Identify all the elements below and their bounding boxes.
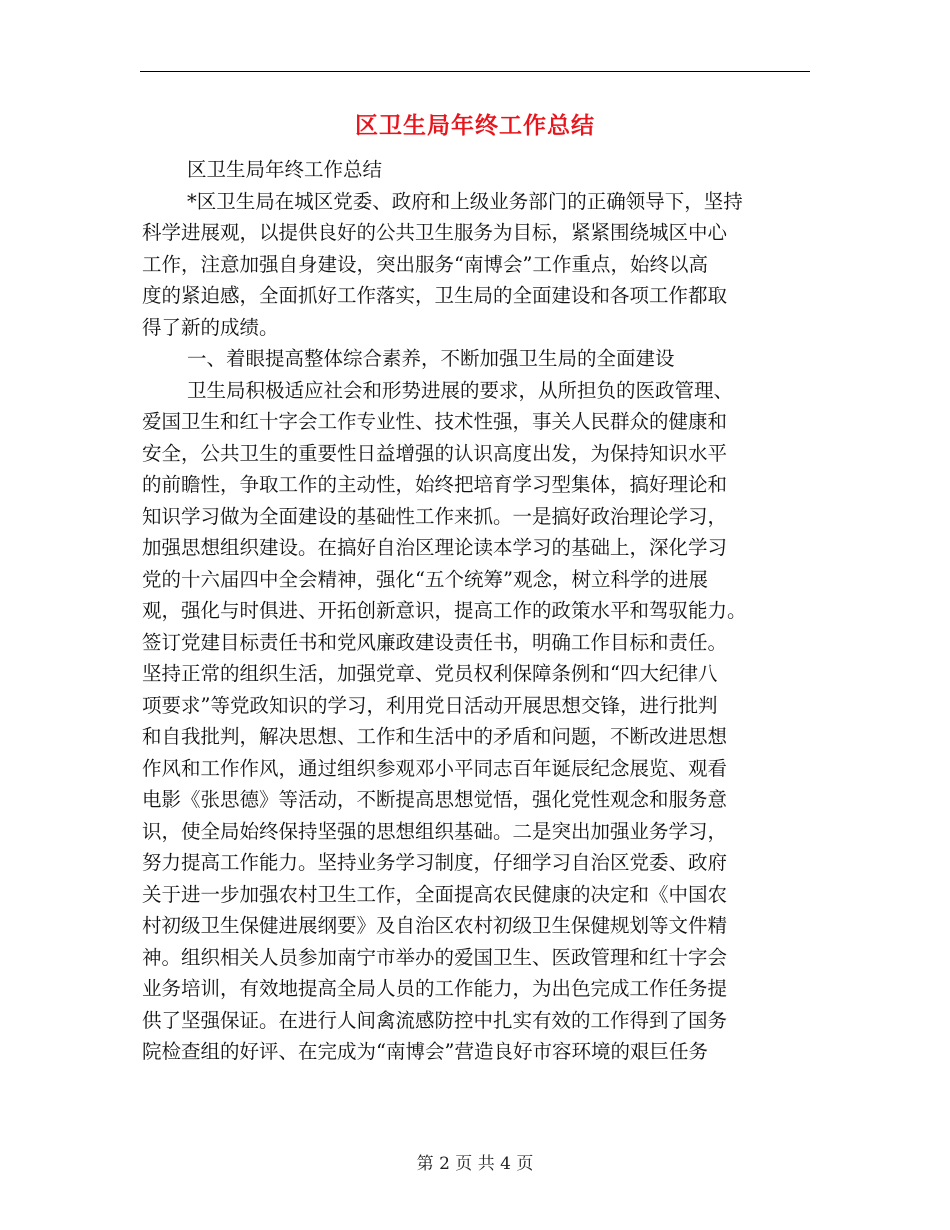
text-line: 党的十六届四中全会精神，强化“五个统筹”观念，树立科学的进展: [142, 567, 708, 591]
page-number: 第 2 页 共 4 页: [416, 1154, 534, 1174]
text-line: 签订党建目标责任书和党风廉政建设责任书，明确工作目标和责任。: [142, 630, 728, 654]
text-line: 安全，公共卫生的重要性日益增强的认识高度出发，为保持知识水平: [142, 441, 728, 465]
text-line: 一、着眼提高整体综合素养，不断加强卫生局的全面建设: [187, 347, 675, 370]
text-line: 卫生局积极适应社会和形势进展的要求，从所担负的医政管理、: [187, 378, 734, 402]
text-line: 关于进一步加强农村卫生工作，全面提高农民健康的决定和《中国农: [142, 882, 728, 906]
text-line: 加强思想组织建设。在搞好自治区理论读本学习的基础上，深化学习: [142, 536, 728, 559]
text-line: 村初级卫生保健进展纲要》及自治区农村初级卫生保健规划等文件精: [142, 914, 728, 937]
document-body: [142, 154, 810, 1068]
text-line: 项要求”等党政知识的学习，利用党日活动开展思想交锋，进行批判: [142, 693, 718, 717]
text-line: 识，使全局始终保持坚强的思想组织基础。二是突出加强业务学习，: [142, 819, 728, 843]
text-line: 努力提高工作能力。坚持业务学习制度，仔细学习自治区党委、政府: [142, 851, 728, 874]
text-line: 业务培训，有效地提高全局人员的工作能力，为出色完成工作任务提: [142, 977, 728, 1000]
text-line: 供了坚强保证。在进行人间禽流感防控中扎实有效的工作得到了国务: [142, 1008, 728, 1032]
text-line: 电影《张思德》等活动，不断提高思想觉悟，强化党性观念和服务意: [142, 788, 728, 811]
text-line: 坚持正常的组织生活，加强党章、党员权利保障条例和“四大纪律八: [142, 662, 718, 685]
document-title: 区卫生局年终工作总结: [355, 112, 595, 139]
text-line: 作风和工作作风，通过组织参观邓小平同志百年诞辰纪念展览、观看: [142, 756, 728, 780]
text-line: 科学进展观，以提供良好的公共卫生服务为目标，紧紧围绕城区中心: [142, 221, 728, 244]
text-line: 的前瞻性，争取工作的主动性，始终把培育学习型集体，搞好理论和: [142, 473, 728, 496]
text-line: 和自我批判，解决思想、工作和生活中的矛盾和问题，不断改进思想: [142, 725, 728, 748]
text-line: 工作，注意加强自身建设，突出服务“南博会”工作重点，始终以高: [142, 252, 708, 276]
header-rule: [140, 71, 810, 72]
text-line: 区卫生局年终工作总结: [187, 158, 383, 181]
text-line: 神。组织相关人员参加南宁市举办的爱国卫生、医政管理和红十字会: [142, 945, 728, 969]
text-line: 爱国卫生和红十字会工作专业性、技术性强，事关人民群众的健康和: [142, 410, 728, 433]
text-line: 度的紧迫感，全面抓好工作落实，卫生局的全面建设和各项工作都取: [142, 284, 728, 307]
text-line: 知识学习做为全面建设的基础性工作来抓。一是搞好政治理论学习，: [142, 504, 728, 528]
text-line: 院检查组的好评、在完成为“南博会”营造良好市容环境的艰巨任务: [142, 1040, 708, 1063]
text-line: 观，强化与时俱进、开拓创新意识，提高工作的政策水平和驾驭能力。: [142, 599, 747, 622]
text-line: 得了新的成绩。: [142, 315, 279, 339]
text-line: *区卫生局在城区党委、政府和上级业务部门的正确领导下，坚持: [187, 189, 743, 213]
